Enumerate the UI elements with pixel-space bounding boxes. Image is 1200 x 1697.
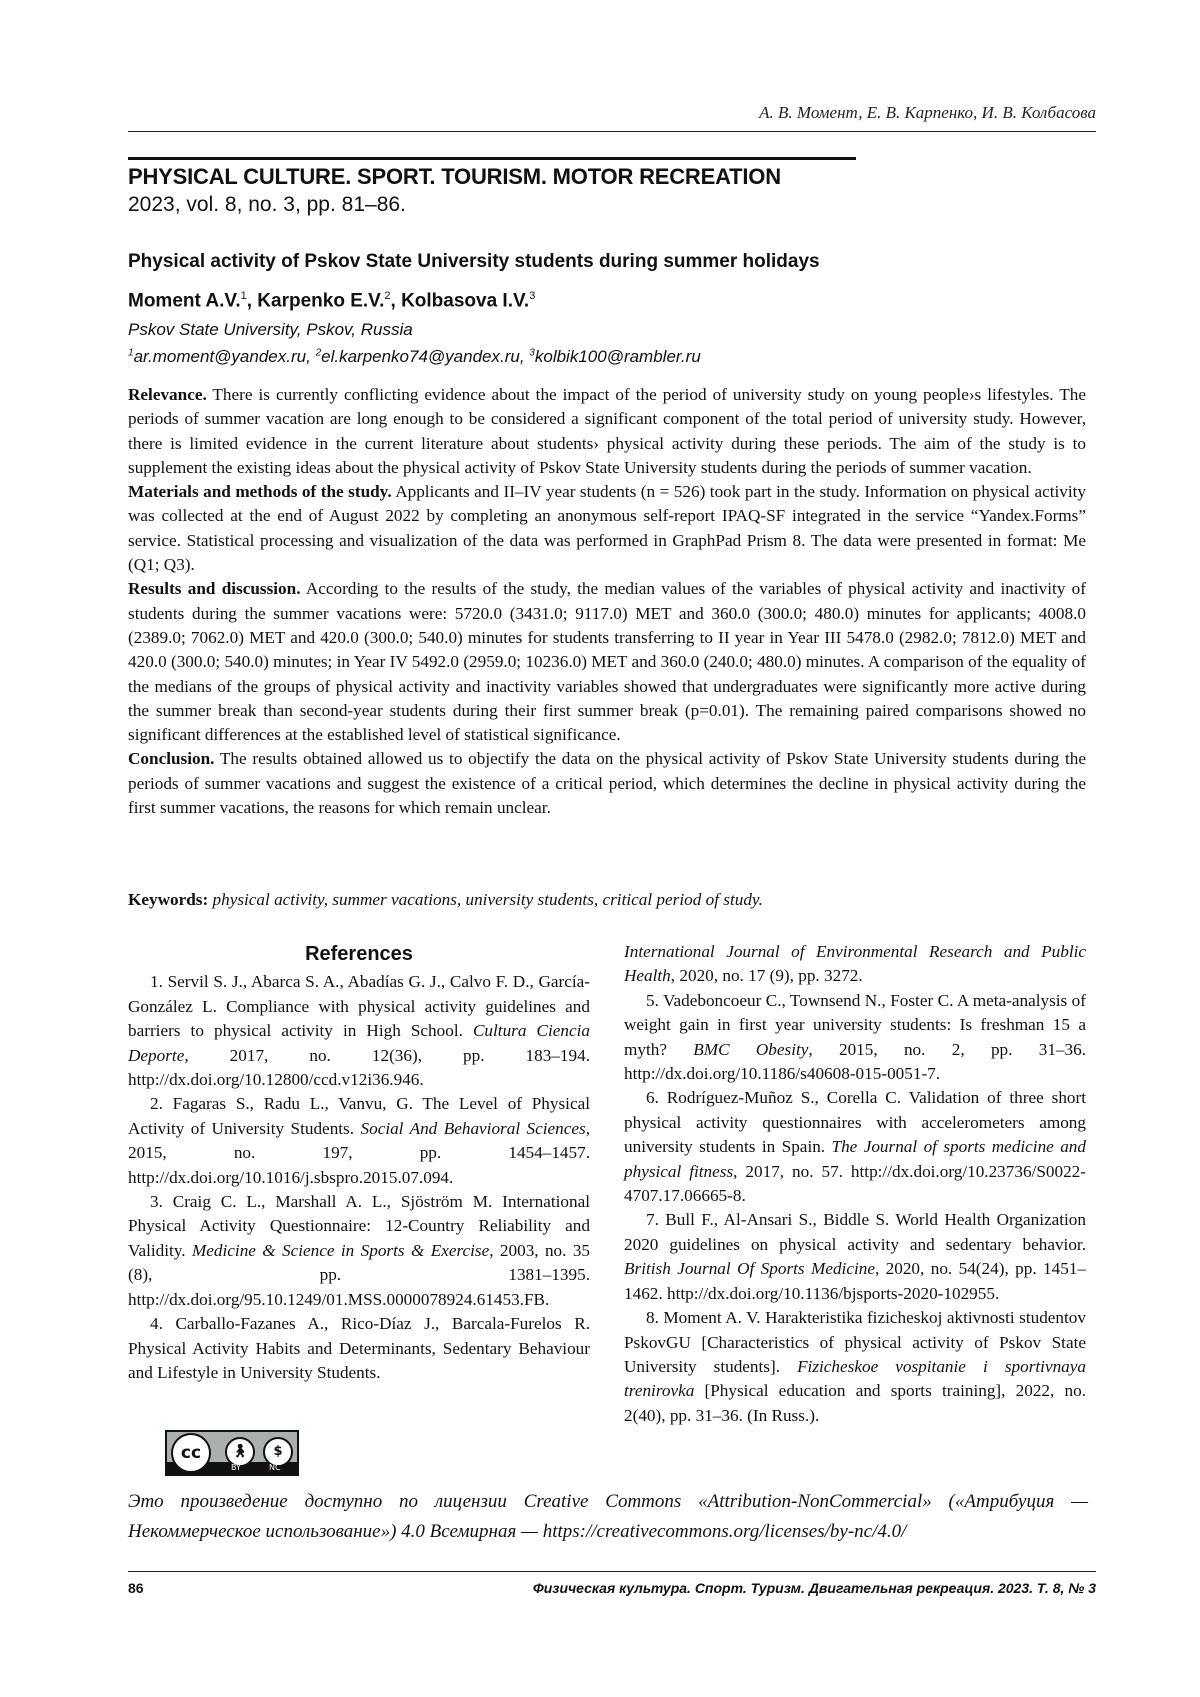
abstract-methods	[128, 480, 1086, 577]
author-affiliation-mark: 2	[384, 290, 391, 302]
abstract-label: Relevance.	[128, 385, 207, 404]
email-link[interactable]: kolbik100@rambler.ru	[534, 347, 701, 366]
email-mark: 1	[128, 347, 134, 359]
reference-text: 4. Carballo-Fazanes A., Rico-Díaz J., Barcala-Furelos R. Physical Activity Habits and Determinants, Sedentary Behaviour and Lifestyle in University Students.	[128, 1314, 590, 1382]
abstract-relevance	[128, 383, 1086, 480]
journal-title: PHYSICAL CULTURE. SPORT. TOURISM. MOTOR RECREATION	[128, 164, 781, 189]
abstract-text: There is currently conflicting evidence about the impact of the period of university study on young people›s lifestyles. The periods of summer vacation are long enough to be considered a significant component of the total period of university study. However, there is limited evidence in the current literature about students› physical activity during these periods. The aim of the study is to supplement the existing ideas about the physical activity of Pskov State University students during the periods of summer vacation.	[128, 385, 1086, 477]
journal-issue: 2023, vol. 8, no. 3, pp. 81–86.	[128, 193, 406, 216]
references-heading: References	[305, 943, 413, 965]
reference-source: Medicine & Science in Sports & Exercise	[191, 1240, 490, 1260]
email-link[interactable]: ar.moment@yandex.ru	[133, 347, 307, 366]
reference-source: Cultura Ciencia Deporte,	[128, 1021, 590, 1065]
reference-source: BMC Obesity	[693, 1039, 809, 1059]
journal-title-rule	[128, 157, 856, 160]
abstract-results	[128, 577, 1086, 747]
author-affiliation-mark: 3	[529, 290, 536, 302]
header-rule	[128, 131, 1096, 132]
reference-text: 6. Rodríguez-Muñoz S., Corella C. Validation of three short physical activity questionnaires with accelerometers among university students in Spain.	[624, 1088, 1086, 1157]
footer-journal-title: Физическая культура. Спорт. Туризм. Двигательная рекреация. 2023. Т. 8, № 3	[532, 1580, 1096, 1596]
abstract-conclusion	[128, 747, 1086, 820]
cc-license-badge[interactable]	[165, 1430, 299, 1476]
cc-icon: cc	[171, 1433, 211, 1473]
reference-source: International Journal of Environmental Research and Public Health	[624, 942, 1086, 986]
affiliation: Pskov State University, Pskov, Russia	[128, 320, 413, 339]
reference-details: 2017, no. 12(36), pp. 183–194. http://dx.doi.org/10.12800/ccd.v12i36.946.	[128, 1045, 590, 1090]
reference-details: , 2017, no. 57. http://dx.doi.org/10.23736/S0022-4707.17.06665-8.	[624, 1161, 1086, 1206]
attribution-icon: 🚶︎	[225, 1437, 255, 1467]
reference-text: 1. Servil S. J., Abarca S. A., Abadías G. J., Calvo F. D., García-González L. Compliance with physical activity guidelines and barriers to physical activity in High School.	[128, 972, 590, 1041]
email-separator: ,	[306, 347, 316, 366]
footer-rule	[128, 1571, 1096, 1572]
reference-item	[128, 1312, 590, 1385]
reference-text: 3. Craig C. L., Marshall A. L., Sjöström M. International Physical Activity Questionnaire: 12-Country Reliability and Validity.	[128, 1192, 590, 1260]
keywords-text: physical activity, summer vacations, university students, critical period of study.	[212, 890, 763, 909]
abstract-text: Applicants and II–IV year students (n = 526) took part in the study. Information on physical activity was collected at the end of August 2022 by completing an anonymous self-report IPAQ-SF integrated in the service “Yandex.Forms” service. Statistical processing and visualization of the data was performed in GraphPad Prism 8. The data were presented in format: Me (Q1; Q3).	[128, 482, 1086, 575]
reference-text: 2. Fagaras S., Radu L., Vanvu, G. The Level of Physical Activity of University Students.	[128, 1094, 590, 1138]
author-name: Moment A.V.	[128, 290, 241, 312]
reference-source: Social And Behavioral Sciences	[360, 1118, 586, 1138]
reference-text: 5. Vadeboncoeur C., Townsend N., Foster C. A meta-analysis of weight gain in first year university students: Is freshman 15 a myth?	[624, 990, 1086, 1059]
abstract-label: Conclusion.	[128, 749, 215, 769]
email-list	[128, 347, 701, 367]
abstract-text: The results obtained allowed us to objectify the data on the physical activity of Pskov State University students during the periods of summer vacations and suggest the existence of a critical period, which determines the decline in physical activity during the first summer vacations, the reasons for which remain unclear.	[128, 749, 1086, 818]
references-right-column	[624, 940, 1086, 1428]
abstract	[128, 383, 1086, 820]
author-separator: ,	[390, 290, 402, 312]
reference-item	[624, 1306, 1086, 1428]
reference-item	[128, 1092, 590, 1190]
license-notice: Это произведение доступно по лицензии Creative Commons «Attribution-NonCommercial» («Атрибуция — Некоммерческое использование») 4.0 Всемирная — https://creativecommons.org/licenses/by-nc/4.0/	[128, 1491, 1088, 1542]
reference-details: , 2015, no. 197, pp. 1454–1457. http://dx.doi.org/10.1016/j.sbspro.2015.07.094.	[128, 1118, 591, 1187]
reference-source: Fizicheskoe vospitanie i sportivnaya trenirovka	[624, 1356, 1086, 1401]
reference-details: , 2015, no. 2, pp. 31–36. http://dx.doi.org/10.1186/s40608-015-0051-7.	[624, 1039, 1086, 1084]
page-number: 86	[128, 1580, 144, 1596]
reference-source: The Journal of sports medicine and physical fitness	[624, 1137, 1086, 1181]
author-affiliation-mark: 1	[240, 290, 247, 302]
reference-text: 7. Bull F., Al-Ansari S., Biddle S. World Health Organization 2020 guidelines on physical activity and sedentary behavior.	[624, 1210, 1086, 1254]
reference-source: British Journal Of Sports Medicine	[624, 1259, 875, 1279]
author-separator: ,	[246, 290, 258, 312]
keywords	[128, 888, 1086, 912]
noncommercial-icon: $	[263, 1437, 293, 1467]
article-title: Physical activity of Pskov State University students during summer holidays	[128, 251, 820, 272]
references-left-column	[128, 942, 590, 1385]
email-separator: ,	[519, 347, 530, 366]
author-list	[128, 290, 535, 312]
reference-item	[624, 989, 1086, 1087]
reference-details: , 2020, no. 54(24), pp. 1451–1462. http://dx.doi.org/10.1136/bjsports-2020-102955.	[624, 1259, 1087, 1303]
email-link[interactable]: el.karpenko74@yandex.ru	[321, 347, 520, 366]
reference-item	[128, 970, 590, 1092]
reference-item	[128, 1190, 590, 1312]
reference-details: , 2020, no. 17 (9), pp. 3272.	[670, 966, 863, 986]
badge-nc-label: NC	[269, 1463, 281, 1472]
email-mark: 2	[315, 347, 322, 359]
abstract-label: Results and discussion.	[128, 579, 301, 599]
badge-by-label: BY	[231, 1463, 241, 1472]
reference-details: [Physical education and sports training], 2022, no. 2(40), pp. 31–36. (In Russ.).	[624, 1381, 1086, 1425]
abstract-label: Materials and methods of the study.	[128, 482, 392, 502]
reference-item	[624, 1208, 1086, 1306]
abstract-text: According to the results of the study, the median values of the variables of physical activity and inactivity of students during the summer vacations were: 5720.0 (3431.0; 9117.0) MET and 360.0 (300.0; 480.0) minutes for applicants; 4008.0 (2389.0; 7062.0) MET and 420.0 (300.0; 540.0) minutes for students transferring to II year in Year III 5478.0 (2982.0; 7812.0) MET and 420.0 (300.0; 540.0) minutes; in Year IV 5492.0 (2959.0; 10236.0) MET and 360.0 (240.0; 480.0) minutes. A comparison of the equality of the medians of the groups of physical activity and inactivity variables showed that undergraduates were significantly more active during the summer break than second-year students during their first summer break (p=0.01). The remaining paired comparisons showed no significant differences at the established level of statistical significance.	[128, 579, 1086, 745]
reference-item-continued	[624, 940, 1086, 989]
reference-item	[624, 1086, 1086, 1208]
author-name: Karpenko E.V.	[257, 290, 385, 312]
reference-text: 8. Moment A. V. Harakteristika fizicheskoj aktivnosti studentov PskovGU [Characteristics of physical activity of Pskov State University students].	[624, 1308, 1086, 1376]
running-head: А. В. Момент, Е. В. Карпенко, И. В. Колбасова	[759, 103, 1096, 122]
email-mark: 3	[529, 347, 535, 359]
author-name: Kolbasova I.V.	[401, 290, 530, 312]
reference-details: , 2003, no. 35 (8), pp. 1381–1395. http://dx.doi.org/95.10.1249/01.MSS.0000078924.61453.FB.	[128, 1240, 590, 1309]
keywords-label: Keywords:	[128, 890, 209, 909]
